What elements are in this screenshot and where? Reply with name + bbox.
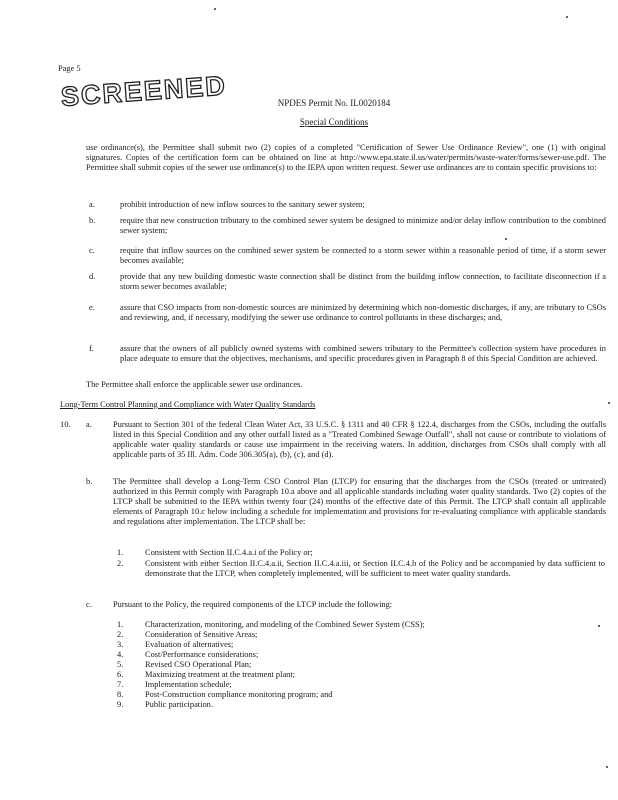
list-item-text: Post-Construction compliance monitoring program; and xyxy=(145,690,333,699)
provision-text: require that new construction tributary to the combined sewer system be designed to minimize and/or delay inflow contribution to the combined sewer system; xyxy=(120,216,606,235)
list-number: 1. xyxy=(117,620,124,629)
provision-letter: a. xyxy=(89,200,95,209)
list-item-text: Evaluation of alternatives; xyxy=(145,640,234,649)
permit-number: NPDES Permit No. IL0020184 xyxy=(277,98,391,108)
list-item-text: Consistent with either Section II.C.4.a.ii, Section II.C.4.a.iii, or Section II.C.4.b of the Policy and be accompanied by data sufficient to demonstrate that the LTCP, when completely implemented, will be sufficient to meet water quality standards. xyxy=(145,559,605,578)
subparagraph-letter: a. xyxy=(86,420,92,429)
provision-letter: d. xyxy=(89,272,96,281)
provision-text: provide that any new building domestic waste connection shall be distinct from the building inflow connection, to facilitate disconnection if a storm sewer becomes available; xyxy=(120,272,606,291)
provision-letter: b. xyxy=(89,216,96,225)
list-number: 2. xyxy=(117,559,124,568)
list-item-text: Maximizing treatment at the treatment plant; xyxy=(145,670,296,679)
list-item-text: Consideration of Sensitive Areas; xyxy=(145,630,258,639)
list-item-text: Implementation schedule; xyxy=(145,680,232,689)
screened-stamp: SCREENED xyxy=(60,70,228,112)
scan-speck xyxy=(505,238,507,240)
list-number: 4. xyxy=(117,650,124,659)
paragraph-10a-text: Pursuant to Section 301 of the federal Clean Water Act, 33 U.S.C. § 1311 and 40 CFR § 122.4, discharges from the CSOs, including the outfalls listed in this Special Condition and any other outfall listed as a "Treated Combined Sewage Outfall", shall not cause or contribute to violations of applicable water quality standards or cause use impairment in the receiving waters. In addition, discharges from CSOs shall comply with all applicable parts of 35 Ill. Adm. Code 306.305(a), (b), (c), and (d). xyxy=(113,420,606,459)
list-item-text: Revised CSO Operational Plan; xyxy=(145,660,252,669)
scan-speck xyxy=(566,16,568,18)
list-item-text: Public participation. xyxy=(145,700,213,709)
provision-text: prohibit introduction of new inflow sources to the sanitary sewer system; xyxy=(120,200,365,209)
list-number: 2. xyxy=(117,630,124,639)
intro-paragraph: use ordinance(s), the Permittee shall submit two (2) copies of a completed "Certification of Sewer Use Ordinance Review", one (1) with original signatures. Copies of the certification form can be obtained on line at http://www.epa.state.il.us/water/permits/waste-water/forms/sewer-use.pdf. The Permittee shall submit copies of the sewer use ordinance(s) to the IEPA upon written request. Sewer use ordinances are to contain specific provisions to: xyxy=(86,143,606,172)
provision-text: assure that CSO impacts from non-domestic sources are minimized by determining which non-domestic discharges, if any, are tributary to CSOs and reviewing, and, if necessary, modifying the sewer use ordinance to control pollutants in these discharges; and, xyxy=(120,303,606,322)
paragraph-number: 10. xyxy=(60,420,71,429)
enforce-line: The Permittee shall enforce the applicable sewer use ordinances. xyxy=(86,380,303,389)
list-item-text: Consistent with Section II.C.4.a.i of the Policy or; xyxy=(145,548,313,557)
list-item-text: Characterization, monitoring, and modeling of the Combined Sewer System (CSS); xyxy=(145,620,425,629)
provision-letter: e. xyxy=(89,303,95,312)
provision-letter: f. xyxy=(89,344,94,353)
provision-text: require that inflow sources on the combined sewer system be connected to a storm sewer within a reasonable period of time, if a storm sewer becomes available; xyxy=(120,246,606,265)
section-title: Special Conditions xyxy=(299,117,369,127)
scan-speck xyxy=(598,625,600,627)
list-number: 6. xyxy=(117,670,124,679)
list-number: 7. xyxy=(117,680,124,689)
list-number: 5. xyxy=(117,660,124,669)
paragraph-10b-text: The Permittee shall develop a Long-Term CSO Control Plan (LTCP) for ensuring that the discharges from the CSOs (treated or untreated) authorized in this Permit comply with Paragraph 10.a above and all applicable standards including water quality standards. Two (2) copies of the LTCP shall be submitted to the IEPA within twenty four (24) months of the effective date of this Permit. The LTCP shall contain all applicable elements of Paragraph 10.c below including a schedule for implementation and provisions for re-evaluating compliance with applicable standards and regulations after implementation. The LTCP shall be: xyxy=(113,477,606,526)
list-number: 3. xyxy=(117,640,124,649)
subparagraph-letter: b. xyxy=(86,477,93,486)
scan-speck xyxy=(214,8,216,10)
scan-speck xyxy=(608,402,610,404)
provision-letter: c. xyxy=(89,246,95,255)
list-number: 9. xyxy=(117,700,124,709)
page-label: Page 5 xyxy=(58,64,81,73)
list-number: 1. xyxy=(117,548,124,557)
ltcp-heading: Long-Term Control Planning and Compliance with Water Quality Standards xyxy=(60,400,316,409)
subparagraph-letter: c. xyxy=(86,600,92,609)
list-number: 8. xyxy=(117,690,124,699)
provision-text: assure that the owners of all publicly owned systems with combined sewers tributary to the Permittee's collection system have procedures in place adequate to ensure that the objectives, mechanisms, and specific procedures given in Paragraph 8 of this Special Condition are achieved. xyxy=(120,344,606,363)
scan-speck xyxy=(606,766,608,768)
list-item-text: Cost/Performance considerations; xyxy=(145,650,259,659)
paragraph-10c-text: Pursuant to the Policy, the required components of the LTCP include the following: xyxy=(113,600,393,609)
